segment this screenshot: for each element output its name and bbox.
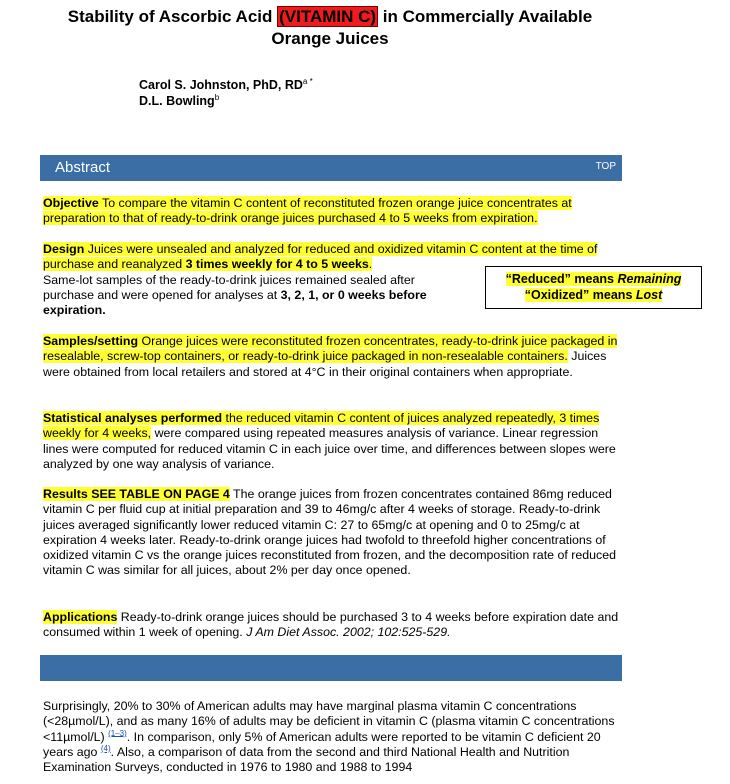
section-header-bar [40, 655, 622, 681]
title-line2: Orange Juices [271, 29, 389, 48]
callout-remaining: Remaining [617, 272, 682, 286]
callout-oxidized-label: “Oxidized” means [524, 287, 636, 302]
objective-paragraph [43, 196, 623, 227]
author-2 [139, 93, 313, 109]
author-2-affiliation[interactable]: b [214, 92, 220, 102]
title-vitamin-c-highlight: (VITAMIN C) [279, 7, 377, 26]
body-text-1: Surprisingly, 20% to 30% of American adults may have marginal plasma vitamin C concentrations (<28µmol/L), and as many 16% of adults may be deficient in vitamin C (plasma vitamin C concentrations <11µmol/L) [43, 699, 615, 744]
author-list [139, 77, 313, 109]
body-text-3: . Also, a comparison of data from the second and third National Health and Nutrition Examination Surveys, conducted in 1976 to 1980 and 1988 to 1994 [43, 744, 570, 775]
samples-label: Samples/setting [43, 334, 139, 348]
applications-text: Ready-to-drink orange juices should be purchased 3 to 4 weeks before expiration date and consumed within 1 week of opening. [43, 610, 619, 640]
top-link[interactable]: TOP [595, 161, 616, 172]
samples-text: Juices were obtained from local retailers and stored at 4°C in their original containers when appropriate. [43, 349, 607, 379]
abstract-header-bar [40, 155, 622, 181]
design-period: . [368, 257, 373, 272]
author-1-name: Carol S. Johnston, PhD, RD [139, 78, 303, 92]
design-line4a: purchase and were opened for analyses at [43, 287, 281, 302]
reference-link-1-3[interactable]: (1–3) [108, 728, 127, 738]
results-label: Results SEE TABLE ON PAGE 4 [43, 487, 230, 501]
samples-highlight-text: Orange juices were reconstituted frozen concentrates, ready-to-drink juice packaged in resealable, screw-top containers, or ready-to-drink juice packaged in non-resealable containers. [43, 334, 618, 364]
applications-paragraph [43, 610, 623, 641]
author-2-name: D.L. Bowling [139, 94, 215, 108]
objective-label: Objective [43, 196, 99, 210]
objective-text: To compare the vitamin C content of reconstituted frozen orange juice concentrates at preparation to that of ready-to-drink orange juices purchased 4 to 5 weeks from expiration. [43, 196, 572, 226]
title-part2: in Commercially Available [378, 7, 593, 26]
design-label: Design [43, 242, 85, 256]
design-text: Juices were unsealed and analyzed for reduced and oxidized vitamin C content at the time of purchase and reanalyzed [43, 242, 598, 272]
title-part1: Stability of Ascorbic Acid [67, 7, 278, 26]
author-1 [139, 77, 313, 93]
results-paragraph [43, 487, 623, 579]
samples-paragraph [43, 334, 623, 380]
journal-citation: J Am Diet Assoc. 2002; 102:525-529. [246, 625, 451, 640]
definition-callout-box [485, 266, 702, 309]
applications-label: Applications [43, 610, 118, 624]
design-line4b: 3, 2, 1, or 0 weeks before [280, 287, 427, 302]
stats-text: were compared using repeated measures analysis of variance. Linear regression lines were computed for reduced vitamin C in each juice over time, and differences between slopes were analyzed by one way analysis of variance. [43, 426, 616, 471]
reference-link-4[interactable]: (4) [100, 743, 111, 753]
results-text: The orange juices from frozen concentrates contained 86mg reduced vitamin C per fluid cup at initial preparation and 39 to 46mg/c after 4 weeks of storage. Ready-to-drink juices averaged significantly lower reduced vitamin C: 27 to 65mg/c at opening and 0 to 25mg/c at expiration 4 weeks later. Ready-to-drink orange juices had twofold to threefold higher concentrations of oxidized vitamin C vs the orange juices reconstituted from frozen, and the decomposition rate of reduced vitamin C was similar for all juices, about 2% per day once opened. [43, 487, 617, 578]
callout-lost: Lost [635, 287, 663, 302]
body-intro-paragraph [43, 699, 623, 775]
stats-highlight-text: the reduced vitamin C content of juices analyzed repeatedly, 3 times weekly for 4 weeks, [43, 411, 600, 441]
design-line5: expiration. [43, 303, 106, 318]
stats-label: Statistical analyses performed [43, 411, 223, 425]
author-1-affiliation[interactable]: a * [302, 76, 313, 86]
stats-paragraph [43, 411, 623, 472]
abstract-heading: Abstract [55, 159, 111, 176]
design-frequency: 3 times weekly for 4 to 5 weeks [185, 257, 369, 272]
callout-reduced-label: “Reduced” means [505, 272, 618, 286]
body-text-2: . In comparison, only 5% of American adults were reported to be vitamin C deficient 20 years ago [43, 729, 601, 759]
design-line3: Same-lot samples of the ready-to-drink juices remained sealed after [43, 272, 415, 287]
page-title [30, 6, 630, 50]
